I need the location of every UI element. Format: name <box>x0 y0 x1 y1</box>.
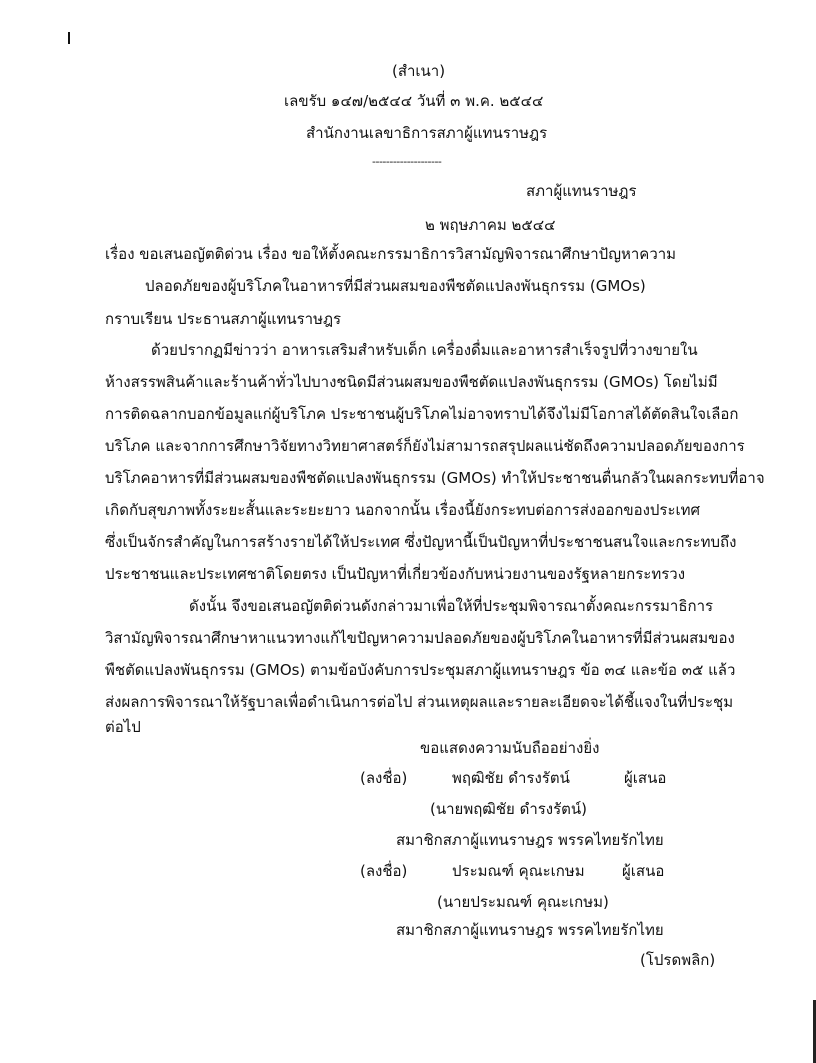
body-line: ประชาชนและประเทศชาติโดยตรง เป็นปัญหาที่เกี่ยวข้องกับหน่วยงานของรัฐหลายกระทรวง <box>105 565 686 583</box>
printed-name: (นายพฤฒิชัย ดำรงรัตน์) <box>430 800 588 818</box>
body-line: เกิดกับสุขภาพทั้งระยะสั้นและระยะยาว นอกจากนั้น เรื่องนี้ยังกระทบต่อการส่งออกของประเทศ <box>105 501 701 519</box>
signer-role: ผู้เสนอ <box>622 862 665 880</box>
divider-line: -------------------- <box>372 155 442 168</box>
organization: สภาผู้แทนราษฎร <box>526 182 637 200</box>
body-line: ด้วยปรากฏมีข่าวว่า อาหารเสริมสำหรับเด็ก เครื่องดื่มและอาหารสำเร็จรูปที่วางขายใน <box>151 341 698 359</box>
letter-date: ๒ พฤษภาคม ๒๕๔๔ <box>425 216 556 234</box>
sign-label: (ลงชื่อ) <box>360 769 408 787</box>
printed-name: (นายประมณฑ์ คุณะเกษม) <box>437 893 609 911</box>
subject-line-2: ปลอดภัยของผู้บริโภคในอาหารที่มีส่วนผสมของพืชตัดแปลงพันธุกรรม (GMOs) <box>145 277 646 295</box>
signature: พฤฒิชัย ดำรงรัตน์ <box>452 769 570 787</box>
margin-mark <box>68 32 70 44</box>
closing-phrase: ขอแสดงความนับถืออย่างยิ่ง <box>420 739 600 757</box>
body-line: บริโภค และจากการศึกษาวิจัยทางวิทยาศาสตร์ก็ยังไม่สามารถสรุปผลแน่ชัดถึงความปลอดภัยของการ <box>105 437 745 455</box>
salutation: กราบเรียน ประธานสภาผู้แทนราษฎร <box>105 310 342 328</box>
body-line: วิสามัญพิจารณาศึกษาหาแนวทางแก้ไขปัญหาความปลอดภัยของผู้บริโภคในอาหารที่มีส่วนผสมของ <box>105 629 735 647</box>
turn-over-note: (โปรดพลิก) <box>640 951 716 969</box>
body-line: ต่อไป <box>105 718 141 736</box>
receipt-number: เลขรับ ๑๔๗/๒๕๔๔ วันที่ ๓ พ.ค. ๒๕๔๔ <box>284 92 544 110</box>
sign-label: (ลงชื่อ) <box>360 862 408 880</box>
receiving-office: สำนักงานเลขาธิการสภาผู้แทนราษฎร <box>306 124 548 142</box>
subject-line-1: เรื่อง ขอเสนอญัตติด่วน เรื่อง ขอให้ตั้งคณะกรรมาธิการวิสามัญพิจารณาศึกษาปัญหาความ <box>105 245 677 263</box>
body-line: ดังนั้น จึงขอเสนอญัตติด่วนดังกล่าวมาเพื่อให้ที่ประชุมพิจารณาตั้งคณะกรรมาธิการ <box>189 597 714 615</box>
body-line: บริโภคอาหารที่มีส่วนผสมของพืชตัดแปลงพันธุกรรม (GMOs) ทำให้ประชาชนตื่นกลัวในผลกระทบที่อาจ <box>105 469 765 487</box>
body-line: ส่งผลการพิจารณาให้รัฐบาลเพื่อดำเนินการต่อไป ส่วนเหตุผลและรายละเอียดจะได้ชี้แจงในที่ประชุม <box>105 693 734 711</box>
body-line: การติดฉลากบอกข้อมูลแก่ผู้บริโภค ประชาชนผู้บริโภคไม่อาจทราบได้จึงไม่มีโอกาสได้ตัดสินใจเลือก <box>105 405 739 423</box>
signature: ประมณฑ์ คุณะเกษม <box>452 862 585 880</box>
signer-position: สมาชิกสภาผู้แทนราษฎร พรรคไทยรักไทย <box>396 921 664 939</box>
signer-position: สมาชิกสภาผู้แทนราษฎร พรรคไทยรักไทย <box>396 831 664 849</box>
signer-role: ผู้เสนอ <box>624 769 667 787</box>
body-line: ซึ่งเป็นจักรสำคัญในการสร้างรายได้ให้ประเทศ ซึ่งปัญหานี้เป็นปัญหาที่ประชาชนสนใจและกระทบถึง <box>105 533 737 551</box>
copy-label: (สำเนา) <box>392 62 446 80</box>
body-line: พืชตัดแปลงพันธุกรรม (GMOs) ตามข้อบังคับการประชุมสภาผู้แทนราษฎร ข้อ ๓๔ และข้อ ๓๕ แล้ว <box>105 661 736 679</box>
body-line: ห้างสรรพสินค้าและร้านค้าทั่วไปบางชนิดมีส่วนผสมของพืชตัดแปลงพันธุกรรม (GMOs) โดยไม่มี <box>105 373 718 391</box>
